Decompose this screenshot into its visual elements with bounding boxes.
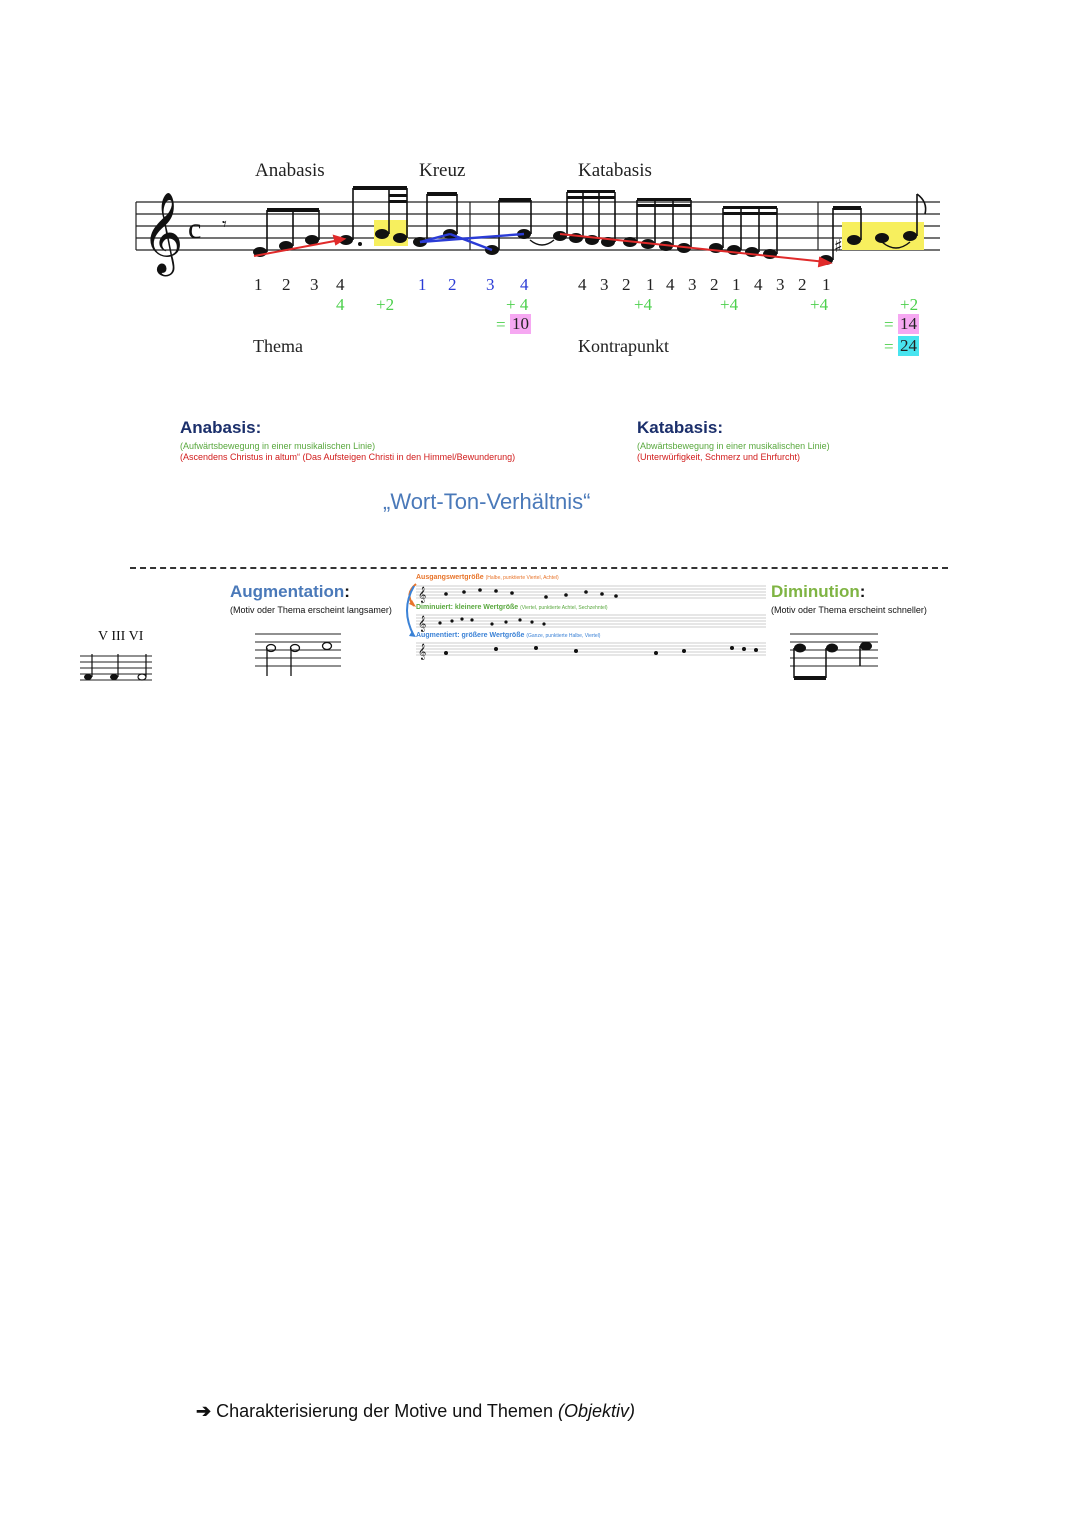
- kata-num: 1: [646, 275, 655, 294]
- green-num: + 4: [506, 295, 529, 314]
- kata-num: 3: [688, 275, 697, 294]
- mini-line2-label: Diminuiert: kleinere Wertgröße: [416, 604, 519, 611]
- label-katabasis: Katabasis: [578, 160, 652, 181]
- roman-label: V III VI: [98, 629, 144, 644]
- eq-sign: =: [884, 337, 894, 356]
- kata-num: 2: [622, 275, 631, 294]
- katabasis-note-green: (Abwärtsbewegung in einer musikalischen Linie): [637, 441, 830, 451]
- augmentation-staff: [255, 632, 345, 678]
- green-num: +4: [720, 295, 739, 314]
- sum-10: 10: [512, 314, 529, 333]
- mini-line3-hint: (Ganze, punktierte Halbe, Viertel): [526, 633, 601, 639]
- kreuz-num-4: 4: [520, 275, 529, 294]
- kata-num: 3: [776, 275, 785, 294]
- kata-num: 4: [578, 275, 587, 294]
- dashed-divider: [130, 567, 948, 569]
- ana-num-4: 4: [336, 275, 345, 294]
- green-num: +4: [810, 295, 829, 314]
- kreuz-num-3: 3: [486, 275, 495, 294]
- label-kreuz: Kreuz: [419, 160, 466, 181]
- sum-14: 14: [900, 314, 917, 333]
- roman-staff: [80, 650, 156, 684]
- label-kontrapunkt: Kontrapunkt: [578, 336, 669, 356]
- ana-num-3: 3: [310, 275, 319, 294]
- kata-num: 4: [754, 275, 763, 294]
- eq-sign: =: [884, 315, 894, 334]
- svg-text:𝄞: 𝄞: [418, 644, 427, 660]
- green-num: +2: [900, 295, 919, 314]
- svg-text:♯: ♯: [834, 236, 843, 257]
- svg-text:𝄾: 𝄾: [222, 214, 227, 235]
- kata-num: 1: [732, 275, 741, 294]
- bottom-bullet: [196, 1401, 635, 1422]
- diminution-title: Diminution: [771, 582, 860, 601]
- katabasis-block: [637, 418, 957, 462]
- ana-num-1: 1: [254, 275, 263, 294]
- kata-num: 3: [600, 275, 609, 294]
- anabasis-title: Anabasis:: [180, 418, 262, 437]
- common-time-icon: c: [188, 212, 202, 245]
- katabasis-title: Katabasis:: [637, 418, 723, 437]
- wort-ton-title: „Wort-Ton-Verhältnis“: [383, 489, 591, 514]
- augmentation-note: (Motiv oder Thema erscheint langsamer): [230, 605, 392, 615]
- score-figure: [130, 150, 950, 370]
- treble-clef-icon: 𝄞: [142, 191, 184, 273]
- diminution-colon: :: [859, 582, 866, 601]
- kata-num: 2: [798, 275, 807, 294]
- katabasis-note-red: (Unterwürfigkeit, Schmerz und Ehrfurcht): [637, 452, 801, 462]
- green-num: 4: [336, 295, 345, 314]
- bottom-text: Charakterisierung der Motive und Themen: [216, 1401, 558, 1421]
- kata-num: 2: [710, 275, 719, 294]
- green-num: +4: [634, 295, 653, 314]
- diminution-staff: [790, 632, 882, 682]
- kata-num: 1: [822, 275, 831, 294]
- green-num: +2: [376, 295, 395, 314]
- kata-num: 4: [666, 275, 675, 294]
- mini-line1-hint: (Halbe, punktierte Viertel, Achtel): [485, 575, 559, 581]
- label-anabasis: Anabasis: [255, 160, 325, 181]
- svg-text:𝄞: 𝄞: [418, 587, 427, 603]
- augmentation-colon: :: [344, 582, 350, 601]
- mini-line1-label: Ausgangswertgröße: [416, 574, 484, 581]
- anabasis-note-green: (Aufwärtsbewegung in einer musikalischen Linie): [180, 441, 376, 451]
- mini-line2-hint: (Viertel, punktierte Achtel, Sechzehntel): [520, 605, 608, 611]
- mini-score: [400, 574, 770, 664]
- mini-staves: [416, 574, 768, 664]
- right-arrow-icon: ➔: [196, 1401, 212, 1421]
- augmentation-block: [230, 582, 410, 615]
- kreuz-num-1: 1: [418, 275, 427, 294]
- bottom-italic: (Objektiv): [557, 1401, 635, 1421]
- ana-num-2: 2: [282, 275, 291, 294]
- eq-sign: =: [496, 315, 506, 334]
- diminution-block: [771, 582, 951, 615]
- anabasis-note-red: (Ascendens Christus in altum“ (Das Aufsteigen Christi in den Himmel/Bewunderung): [180, 452, 516, 462]
- svg-text:𝄞: 𝄞: [418, 616, 427, 632]
- anabasis-block: [180, 418, 600, 462]
- mini-line3-label: Augmentiert: größere Wertgröße: [416, 632, 525, 639]
- diminution-note: (Motiv oder Thema erscheint schneller): [771, 605, 927, 615]
- augmentation-title: Augmentation: [230, 582, 345, 601]
- label-thema: Thema: [253, 336, 303, 356]
- kreuz-num-2: 2: [448, 275, 457, 294]
- sum-24: 24: [900, 336, 917, 355]
